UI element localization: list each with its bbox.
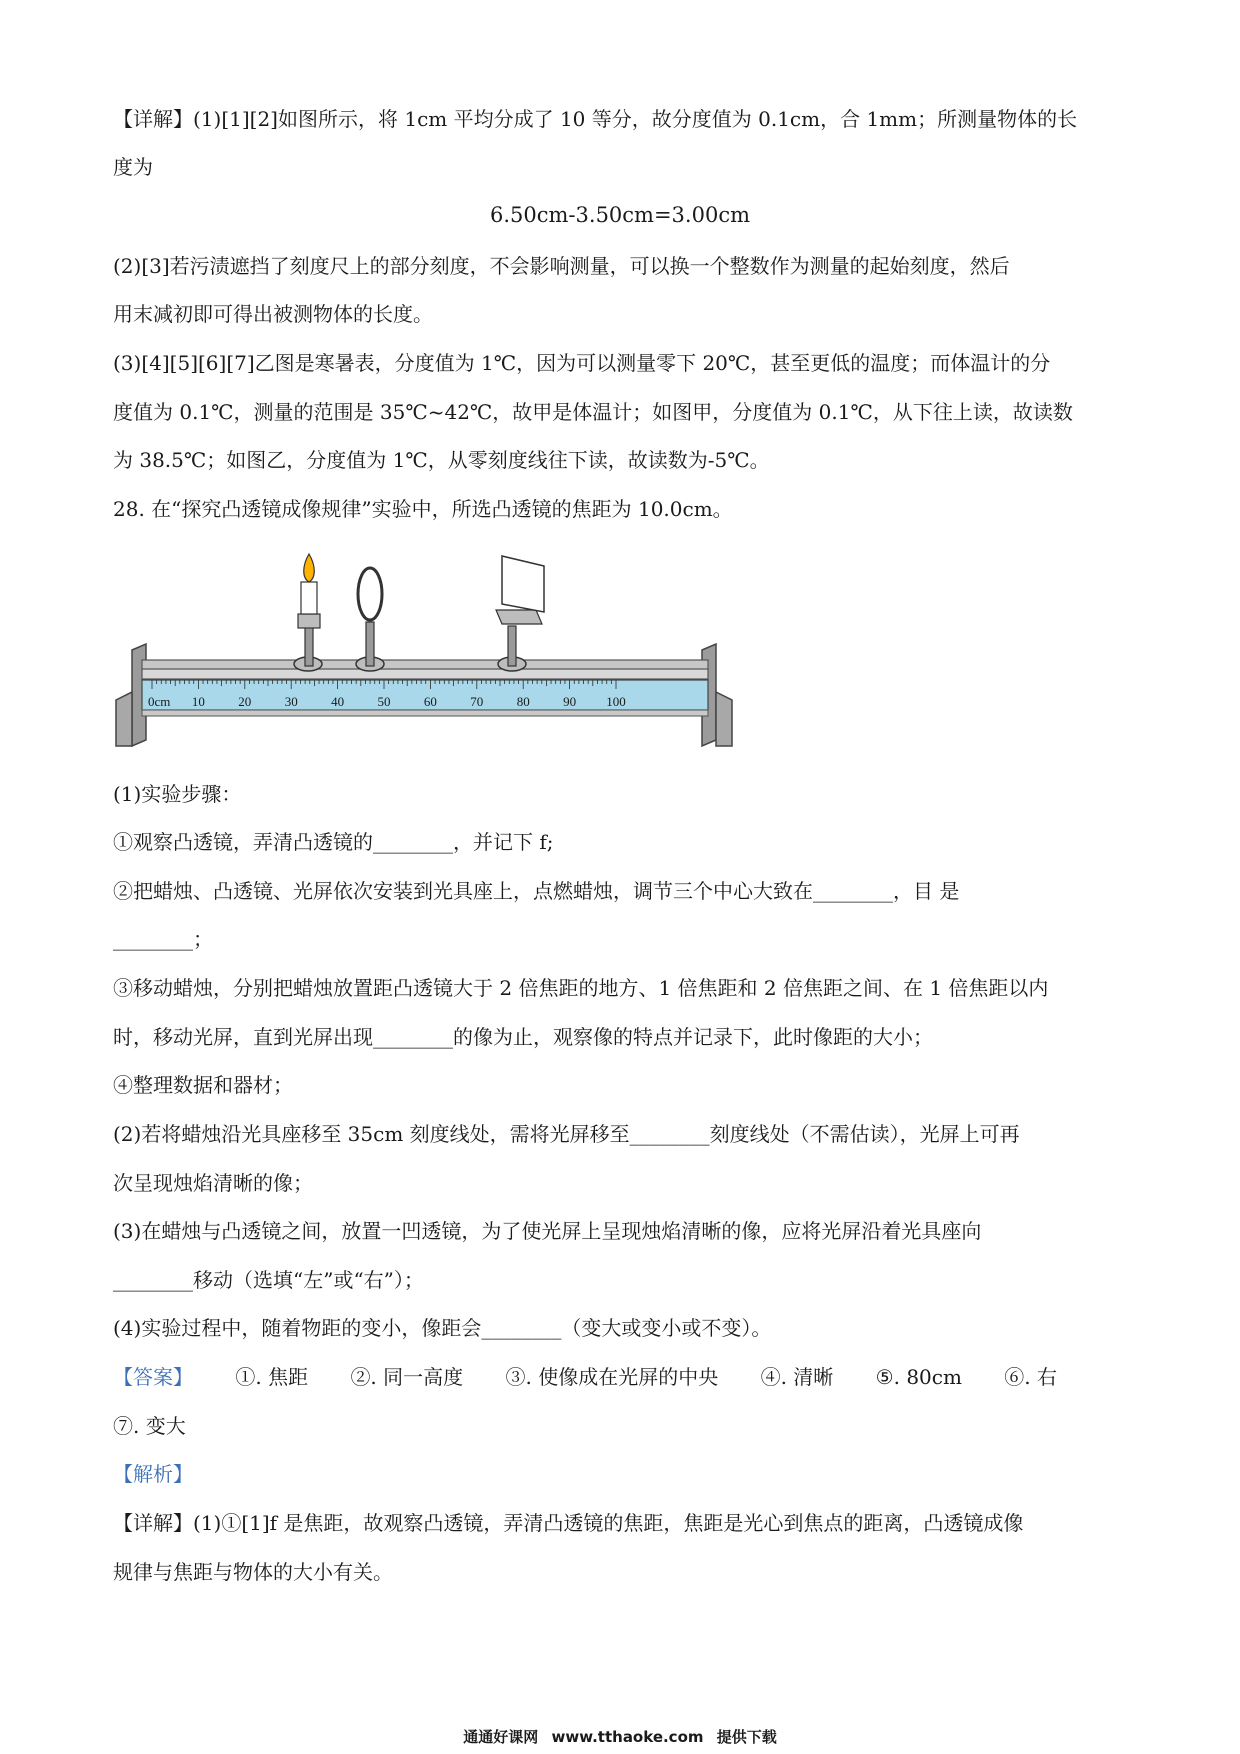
answer-item: ⑤. 80cm (875, 1365, 962, 1389)
detail-line: 【详解】(1)①[1]f 是焦距，故观察凸透镜，弄清凸透镜的焦距，焦距是光心到焦点的距离，凸透镜成像 (113, 1511, 1024, 1535)
lens-holder (356, 568, 384, 671)
ruler-tick-label: 0cm (148, 694, 171, 709)
candle-holder (294, 554, 322, 671)
ruler-tick-label: 80 (516, 694, 530, 709)
text-line: 【详解】(1)[1][2]如图所示，将 1cm 平均分成了 10 等分，故分度值为 0.1cm，合 1mm；所测量物体的长 (113, 107, 1078, 131)
question-2-cont: 次呈现烛焰清晰的像； (113, 1171, 313, 1195)
answer-item: ②. 同一高度 (350, 1365, 464, 1389)
text-line: 用末减初即可得出被测物体的长度。 (113, 302, 433, 326)
question-4: (4)实验过程中，随着物距的变小，像距会________（变大或变小或不变）。 (113, 1316, 772, 1340)
ruler-tick-label: 60 (423, 694, 437, 709)
steps-title: (1)实验步骤： (113, 782, 242, 806)
step-4: ④整理数据和器材； (113, 1073, 293, 1097)
footer-url[interactable]: www.tthaoke.com (551, 1728, 704, 1746)
text-line: 度值为 0.1℃，测量的范围是 35℃~42℃，故甲是体温计；如图甲，分度值为 0.1℃，从下往上读，故读数 (113, 400, 1073, 424)
text-line: (2)[3]若污渍遮挡了刻度尺上的部分刻度，不会影响测量，可以换一个整数作为测量的起始刻度，然后 (113, 254, 1010, 278)
question-3: (3)在蜡烛与凸透镜之间，放置一凹透镜，为了使光屏上呈现烛焰清晰的像，应将光屏沿着光具座向 (113, 1219, 982, 1243)
answer-item: ③. 使像成在光屏的中央 (505, 1365, 719, 1389)
detail-line: 规律与焦距与物体的大小有关。 (113, 1560, 393, 1584)
step-2: ②把蜡烛、凸透镜、光屏依次安装到光具座上，点燃蜡烛，调节三个中心大致在________，目 是 (113, 879, 960, 903)
step-2-cont: ________； (113, 927, 213, 951)
convex-lens (358, 568, 382, 620)
candle (301, 582, 317, 614)
text-line: 度为 (113, 155, 153, 179)
left-foot (116, 692, 132, 746)
step-3-cont: 时，移动光屏，直到光屏出现________的像为止，观察像的特点并记录下，此时像距的大小； (113, 1025, 933, 1049)
answer-item: ④. 清晰 (760, 1365, 834, 1389)
ruler-tick-label: 20 (238, 694, 252, 709)
optical-bench-diagram (112, 552, 734, 748)
flame (304, 554, 315, 582)
answer-item-last: ⑦. 变大 (113, 1414, 186, 1438)
footer-site-name: 通通好课网 (463, 1728, 539, 1746)
answer-label: 【答案】 (113, 1365, 193, 1389)
right-foot (716, 692, 732, 746)
rail-middle (142, 669, 708, 679)
question-3-cont: ________移动（选填“左”或“右”）； (113, 1268, 424, 1292)
screen-holder (496, 556, 544, 671)
answer-row (113, 1363, 1057, 1391)
footer-suffix: 提供下载 (716, 1728, 777, 1746)
ruler-tick-label: 40 (331, 694, 345, 709)
answer-item: ①. 焦距 (235, 1365, 309, 1389)
ruler-tick-label: 50 (377, 694, 391, 709)
question-2: (2)若将蜡烛沿光具座移至 35cm 刻度线处，需将光屏移至________刻度线处（不需估读），光屏上可再 (113, 1122, 1020, 1146)
question-28-stem: 28. 在“探究凸透镜成像规律”实验中，所选凸透镜的焦距为 10.0cm。 (113, 497, 733, 521)
step-1: ①观察凸透镜，弄清凸透镜的________，并记下 f; (113, 830, 554, 854)
text-line: (3)[4][5][6][7]乙图是寒暑表，分度值为 1℃，因为可以测量零下 20℃，甚至更低的温度；而体温计的分 (113, 351, 1051, 375)
ruler-tick-label: 10 (191, 694, 205, 709)
answer-item: ⑥. 右 (1004, 1365, 1058, 1389)
ruler-tick-label: 100 (606, 694, 626, 709)
ruler-tick-label: 30 (284, 694, 298, 709)
formula: 6.50cm-3.50cm=3.00cm (490, 203, 750, 227)
analysis-label: 【解析】 (113, 1462, 193, 1486)
step-3: ③移动蜡烛，分别把蜡烛放置距凸透镜大于 2 倍焦距的地方、1 倍焦距和 2 倍焦距之间、在 1 倍焦距以内 (113, 976, 1049, 1000)
ruler-tick-label: 70 (470, 694, 484, 709)
page-footer (0, 1726, 1240, 1747)
ruler-tick-label: 90 (563, 694, 577, 709)
text-line: 为 38.5℃；如图乙，分度值为 1℃，从零刻度线往下读，故读数为-5℃。 (113, 448, 770, 472)
light-screen (502, 556, 544, 612)
rail-base (142, 710, 708, 716)
